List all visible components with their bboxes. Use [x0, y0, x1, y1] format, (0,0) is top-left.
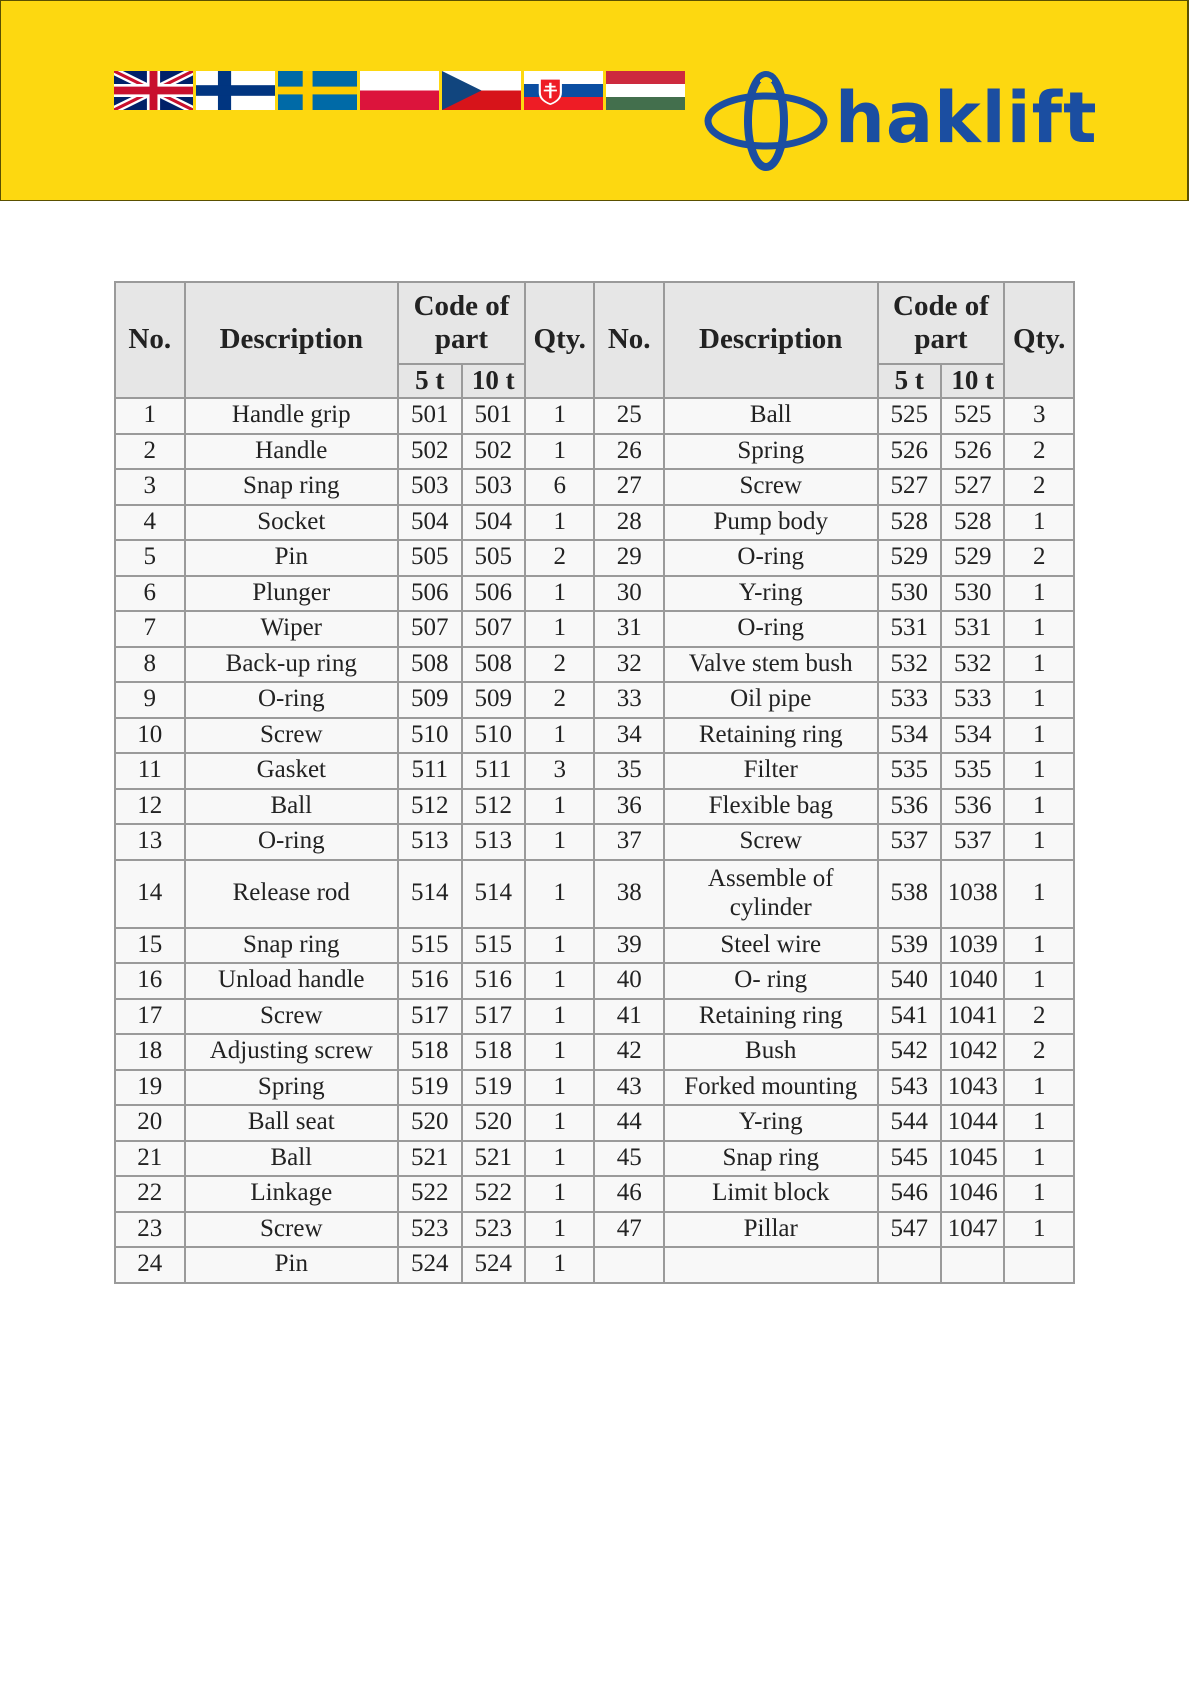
part-number: 46: [594, 1176, 664, 1212]
table-row: [115, 1141, 1074, 1177]
part-number: 11: [115, 753, 185, 789]
code-10t: 535: [941, 753, 1004, 789]
code-10t: 1047: [941, 1212, 1004, 1248]
part-description: Flexible bag: [664, 789, 878, 825]
part-description: Valve stem bush: [664, 647, 878, 683]
quantity: 1: [1004, 928, 1074, 964]
part-number: 27: [594, 469, 664, 505]
code-10t: 529: [941, 540, 1004, 576]
code-5t: 546: [878, 1176, 941, 1212]
code-10t: 1038: [941, 860, 1004, 928]
code-10t: 504: [462, 505, 525, 541]
part-description: Handle: [185, 434, 399, 470]
header-5t: 5 t: [878, 364, 941, 398]
code-5t: 507: [398, 611, 461, 647]
code-10t: 527: [941, 469, 1004, 505]
part-number: 41: [594, 999, 664, 1035]
code-10t: 530: [941, 576, 1004, 612]
code-5t: 518: [398, 1034, 461, 1070]
sweden-flag[interactable]: [278, 71, 357, 110]
part-description: Assemble of cylinder: [664, 860, 878, 928]
part-number: 15: [115, 928, 185, 964]
language-flags: [114, 71, 685, 110]
code-10t: [941, 1247, 1004, 1283]
table-row: [115, 682, 1074, 718]
code-5t: 516: [398, 963, 461, 999]
code-5t: 530: [878, 576, 941, 612]
part-number: 34: [594, 718, 664, 754]
finland-flag[interactable]: [196, 71, 275, 110]
table-row: [115, 434, 1074, 470]
code-10t: 509: [462, 682, 525, 718]
quantity: 1: [1004, 789, 1074, 825]
part-description: Forked mounting: [664, 1070, 878, 1106]
part-number: 13: [115, 824, 185, 860]
quantity: 1: [525, 999, 595, 1035]
code-5t: 525: [878, 398, 941, 434]
part-description: O-ring: [185, 824, 399, 860]
part-description: Oil pipe: [664, 682, 878, 718]
poland-flag[interactable]: [360, 71, 439, 110]
part-description: Back-up ring: [185, 647, 399, 683]
code-10t: 505: [462, 540, 525, 576]
code-10t: 515: [462, 928, 525, 964]
table-row: [115, 999, 1074, 1035]
code-10t: 1044: [941, 1105, 1004, 1141]
part-description: Filter: [664, 753, 878, 789]
part-description: O-ring: [185, 682, 399, 718]
part-description: Y-ring: [664, 1105, 878, 1141]
code-5t: 509: [398, 682, 461, 718]
part-description: Plunger: [185, 576, 399, 612]
code-10t: 532: [941, 647, 1004, 683]
quantity: 1: [525, 1070, 595, 1106]
table-row: [115, 469, 1074, 505]
code-10t: 507: [462, 611, 525, 647]
slovakia-flag[interactable]: [524, 71, 603, 110]
code-10t: 513: [462, 824, 525, 860]
quantity: 1: [1004, 1070, 1074, 1106]
code-5t: 504: [398, 505, 461, 541]
part-description: Handle grip: [185, 398, 399, 434]
code-5t: 501: [398, 398, 461, 434]
code-5t: 532: [878, 647, 941, 683]
code-10t: 510: [462, 718, 525, 754]
header-5t: 5 t: [398, 364, 461, 398]
hungary-flag[interactable]: [606, 71, 685, 110]
part-description: Snap ring: [664, 1141, 878, 1177]
part-number: 14: [115, 860, 185, 928]
code-5t: 533: [878, 682, 941, 718]
quantity: 1: [525, 824, 595, 860]
header-banner: [0, 0, 1189, 201]
code-10t: 517: [462, 999, 525, 1035]
code-10t: 1046: [941, 1176, 1004, 1212]
quantity: 1: [1004, 1105, 1074, 1141]
code-10t: 534: [941, 718, 1004, 754]
part-number: 4: [115, 505, 185, 541]
header-code-of-part: Code of part: [878, 282, 1005, 364]
code-5t: 534: [878, 718, 941, 754]
quantity: 2: [1004, 1034, 1074, 1070]
code-5t: 503: [398, 469, 461, 505]
code-5t: 505: [398, 540, 461, 576]
quantity: 2: [525, 540, 595, 576]
quantity: 1: [525, 611, 595, 647]
code-5t: 535: [878, 753, 941, 789]
code-10t: 518: [462, 1034, 525, 1070]
quantity: 1: [525, 1212, 595, 1248]
table-row: [115, 1034, 1074, 1070]
part-description: Linkage: [185, 1176, 399, 1212]
quantity: 1: [1004, 505, 1074, 541]
table-row: [115, 398, 1074, 434]
code-10t: 523: [462, 1212, 525, 1248]
code-5t: 506: [398, 576, 461, 612]
part-description: Gasket: [185, 753, 399, 789]
quantity: 1: [1004, 1176, 1074, 1212]
haklift-logo: [703, 70, 1098, 172]
code-5t: 542: [878, 1034, 941, 1070]
brand-name: haklift: [835, 77, 1098, 159]
quantity: 1: [525, 1176, 595, 1212]
part-description: Bush: [664, 1034, 878, 1070]
header-no: No.: [115, 282, 185, 398]
part-description: Ball: [185, 1141, 399, 1177]
table-row: [115, 1070, 1074, 1106]
code-5t: 522: [398, 1176, 461, 1212]
header-10t: 10 t: [941, 364, 1004, 398]
code-10t: 526: [941, 434, 1004, 470]
part-description: Socket: [185, 505, 399, 541]
part-number: 2: [115, 434, 185, 470]
quantity: 1: [1004, 718, 1074, 754]
part-number: 44: [594, 1105, 664, 1141]
part-number: 21: [115, 1141, 185, 1177]
quantity: 1: [1004, 611, 1074, 647]
code-5t: 517: [398, 999, 461, 1035]
part-number: 33: [594, 682, 664, 718]
part-number: 32: [594, 647, 664, 683]
part-description: Screw: [664, 824, 878, 860]
quantity: 1: [525, 1034, 595, 1070]
part-description: Screw: [664, 469, 878, 505]
part-number: 20: [115, 1105, 185, 1141]
code-10t: 522: [462, 1176, 525, 1212]
code-10t: 524: [462, 1247, 525, 1283]
part-description: Spring: [664, 434, 878, 470]
code-5t: 529: [878, 540, 941, 576]
part-number: 30: [594, 576, 664, 612]
part-description: Screw: [185, 999, 399, 1035]
part-number: 22: [115, 1176, 185, 1212]
code-10t: 501: [462, 398, 525, 434]
code-5t: 527: [878, 469, 941, 505]
part-description: Release rod: [185, 860, 399, 928]
part-description: Steel wire: [664, 928, 878, 964]
code-10t: 1041: [941, 999, 1004, 1035]
code-10t: 514: [462, 860, 525, 928]
table-row: [115, 928, 1074, 964]
code-5t: 519: [398, 1070, 461, 1106]
parts-table-body: [115, 398, 1074, 1283]
header-10t: 10 t: [462, 364, 525, 398]
part-description: Pin: [185, 540, 399, 576]
part-number: 16: [115, 963, 185, 999]
code-5t: 524: [398, 1247, 461, 1283]
code-5t: 543: [878, 1070, 941, 1106]
part-description: Adjusting screw: [185, 1034, 399, 1070]
part-number: 18: [115, 1034, 185, 1070]
code-10t: 516: [462, 963, 525, 999]
code-5t: 540: [878, 963, 941, 999]
part-number: 23: [115, 1212, 185, 1248]
part-number: 3: [115, 469, 185, 505]
part-number: 45: [594, 1141, 664, 1177]
quantity: 1: [1004, 1212, 1074, 1248]
code-10t: 1042: [941, 1034, 1004, 1070]
quantity: 3: [525, 753, 595, 789]
part-number: 8: [115, 647, 185, 683]
table-row: [115, 718, 1074, 754]
part-description: O-ring: [664, 611, 878, 647]
part-description: Unload handle: [185, 963, 399, 999]
code-10t: 521: [462, 1141, 525, 1177]
quantity: 1: [1004, 824, 1074, 860]
quantity: 1: [525, 434, 595, 470]
united-kingdom-flag[interactable]: [114, 71, 193, 110]
part-description: Pillar: [664, 1212, 878, 1248]
czech-flag[interactable]: [442, 71, 521, 110]
quantity: 1: [525, 398, 595, 434]
code-5t: [878, 1247, 941, 1283]
code-10t: 528: [941, 505, 1004, 541]
part-description: Retaining ring: [664, 718, 878, 754]
code-10t: 531: [941, 611, 1004, 647]
part-description: Pin: [185, 1247, 399, 1283]
part-description: Retaining ring: [664, 999, 878, 1035]
part-number: 9: [115, 682, 185, 718]
code-10t: 502: [462, 434, 525, 470]
part-number: 1: [115, 398, 185, 434]
code-10t: 525: [941, 398, 1004, 434]
table-row: [115, 753, 1074, 789]
code-10t: 512: [462, 789, 525, 825]
part-number: 10: [115, 718, 185, 754]
quantity: 1: [525, 1247, 595, 1283]
code-10t: 537: [941, 824, 1004, 860]
part-number: 29: [594, 540, 664, 576]
quantity: 2: [1004, 434, 1074, 470]
code-5t: 520: [398, 1105, 461, 1141]
quantity: 1: [525, 1141, 595, 1177]
part-description: Ball: [664, 398, 878, 434]
part-number: 17: [115, 999, 185, 1035]
part-description: Limit block: [664, 1176, 878, 1212]
part-number: 25: [594, 398, 664, 434]
header-code-of-part: Code of part: [398, 282, 525, 364]
part-number: 38: [594, 860, 664, 928]
part-number: 37: [594, 824, 664, 860]
code-5t: 526: [878, 434, 941, 470]
code-10t: 1040: [941, 963, 1004, 999]
table-row: [115, 1212, 1074, 1248]
part-number: 39: [594, 928, 664, 964]
part-description: Pump body: [664, 505, 878, 541]
code-10t: 511: [462, 753, 525, 789]
part-description: Wiper: [185, 611, 399, 647]
code-10t: 506: [462, 576, 525, 612]
part-description: Screw: [185, 1212, 399, 1248]
table-row: [115, 860, 1074, 928]
code-5t: 508: [398, 647, 461, 683]
part-description: Screw: [185, 718, 399, 754]
code-5t: 536: [878, 789, 941, 825]
part-description: Spring: [185, 1070, 399, 1106]
table-row: [115, 1176, 1074, 1212]
code-5t: 514: [398, 860, 461, 928]
quantity: 6: [525, 469, 595, 505]
code-10t: 520: [462, 1105, 525, 1141]
parts-table: [114, 281, 1075, 1284]
code-5t: 541: [878, 999, 941, 1035]
table-row: [115, 576, 1074, 612]
quantity: 2: [525, 647, 595, 683]
part-number: 43: [594, 1070, 664, 1106]
part-number: 42: [594, 1034, 664, 1070]
header-no: No.: [594, 282, 664, 398]
table-row: [115, 505, 1074, 541]
quantity: 1: [1004, 860, 1074, 928]
code-5t: 511: [398, 753, 461, 789]
part-number: 28: [594, 505, 664, 541]
part-number: 31: [594, 611, 664, 647]
part-number: 35: [594, 753, 664, 789]
code-5t: 502: [398, 434, 461, 470]
part-description: Ball: [185, 789, 399, 825]
code-5t: 521: [398, 1141, 461, 1177]
part-description: Snap ring: [185, 928, 399, 964]
code-10t: 533: [941, 682, 1004, 718]
quantity: 1: [525, 718, 595, 754]
quantity: 1: [1004, 1141, 1074, 1177]
code-5t: 547: [878, 1212, 941, 1248]
quantity: 2: [525, 682, 595, 718]
quantity: 1: [525, 1105, 595, 1141]
header-qty: Qty.: [1004, 282, 1074, 398]
code-10t: 508: [462, 647, 525, 683]
quantity: 1: [1004, 753, 1074, 789]
table-row: [115, 540, 1074, 576]
code-5t: 537: [878, 824, 941, 860]
quantity: 2: [1004, 469, 1074, 505]
code-5t: 539: [878, 928, 941, 964]
part-number: 19: [115, 1070, 185, 1106]
table-row: [115, 1105, 1074, 1141]
code-5t: 513: [398, 824, 461, 860]
quantity: 1: [525, 928, 595, 964]
part-number: 26: [594, 434, 664, 470]
code-5t: 528: [878, 505, 941, 541]
quantity: 1: [525, 505, 595, 541]
header-description: Description: [185, 282, 399, 398]
haklift-logo-mark-icon: [703, 70, 829, 172]
table-row: [115, 1247, 1074, 1283]
part-number: 12: [115, 789, 185, 825]
quantity: 3: [1004, 398, 1074, 434]
code-5t: 531: [878, 611, 941, 647]
part-number: 5: [115, 540, 185, 576]
quantity: 1: [525, 576, 595, 612]
quantity: [1004, 1247, 1074, 1283]
code-10t: 536: [941, 789, 1004, 825]
part-number: [594, 1247, 664, 1283]
code-10t: 1045: [941, 1141, 1004, 1177]
code-10t: 503: [462, 469, 525, 505]
code-5t: 544: [878, 1105, 941, 1141]
code-5t: 523: [398, 1212, 461, 1248]
code-10t: 519: [462, 1070, 525, 1106]
part-description: Y-ring: [664, 576, 878, 612]
part-number: 36: [594, 789, 664, 825]
code-5t: 510: [398, 718, 461, 754]
code-10t: 1039: [941, 928, 1004, 964]
quantity: 1: [1004, 963, 1074, 999]
table-row: [115, 647, 1074, 683]
table-row: [115, 789, 1074, 825]
table-row: [115, 824, 1074, 860]
part-number: 6: [115, 576, 185, 612]
part-number: 7: [115, 611, 185, 647]
quantity: 2: [1004, 999, 1074, 1035]
part-description: O-ring: [664, 540, 878, 576]
quantity: 1: [1004, 576, 1074, 612]
header-description: Description: [664, 282, 878, 398]
part-description: [664, 1247, 878, 1283]
quantity: 1: [525, 860, 595, 928]
code-5t: 545: [878, 1141, 941, 1177]
code-10t: 1043: [941, 1070, 1004, 1106]
quantity: 1: [525, 963, 595, 999]
code-5t: 538: [878, 860, 941, 928]
quantity: 2: [1004, 540, 1074, 576]
table-row: [115, 611, 1074, 647]
part-description: Snap ring: [185, 469, 399, 505]
table-row: [115, 963, 1074, 999]
header-qty: Qty.: [525, 282, 595, 398]
part-description: O- ring: [664, 963, 878, 999]
code-5t: 515: [398, 928, 461, 964]
part-number: 24: [115, 1247, 185, 1283]
quantity: 1: [1004, 682, 1074, 718]
part-number: 47: [594, 1212, 664, 1248]
part-number: 40: [594, 963, 664, 999]
quantity: 1: [525, 789, 595, 825]
code-5t: 512: [398, 789, 461, 825]
quantity: 1: [1004, 647, 1074, 683]
part-description: Ball seat: [185, 1105, 399, 1141]
